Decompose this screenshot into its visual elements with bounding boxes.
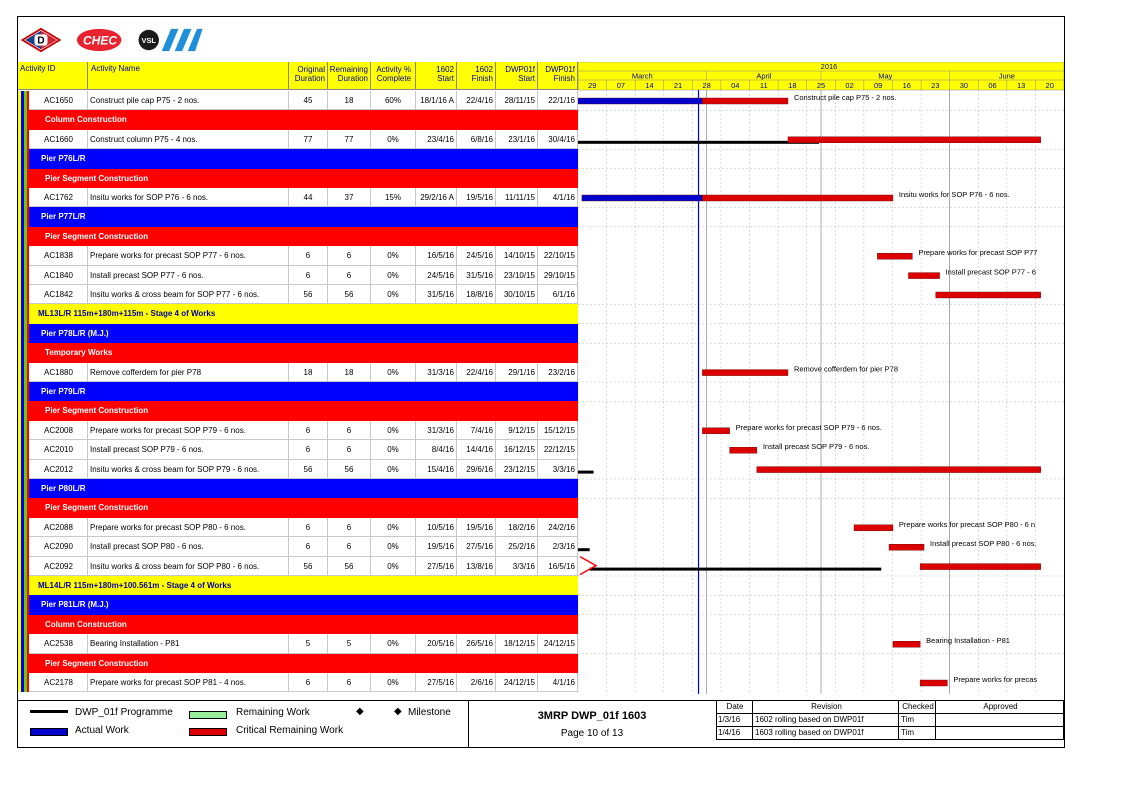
timescale-week: 16 — [902, 81, 911, 90]
original-duration-cell: 6 — [289, 440, 328, 459]
finish-1602-cell: 24/5/16 — [457, 246, 496, 265]
relationship-arrow-icon — [580, 557, 596, 575]
dwp-finish-cell: 16/5/16 — [538, 557, 578, 576]
timescale-month: March — [631, 71, 653, 81]
dwp-finish-cell: 4/1/16 — [538, 188, 578, 207]
col-dwp-start: DWP01f Start — [496, 62, 538, 90]
remaining-duration-cell: 56 — [328, 557, 371, 576]
gantt-critical-bar — [908, 273, 939, 279]
original-duration-cell: 45 — [289, 91, 328, 110]
rev-row2-revision: 1603 rolling based on DWP01f — [753, 727, 899, 740]
table-row — [18, 673, 578, 692]
dwp-finish-cell: 15/12/15 — [538, 421, 578, 440]
wbs-group-row: Pier P79L/R — [18, 382, 578, 401]
timescale-week: 02 — [845, 81, 854, 90]
finish-1602-cell: 31/5/16 — [457, 266, 496, 285]
original-duration-cell: 5 — [289, 634, 328, 653]
activity-id-cell: AC2008 — [30, 421, 88, 440]
wbs-group-row: Pier P80L/R — [18, 479, 578, 498]
finish-1602-cell: 18/8/16 — [457, 285, 496, 304]
gantt-critical-bar — [702, 195, 893, 201]
timescale-week: 04 — [731, 81, 740, 90]
gantt-critical-bar — [893, 641, 920, 647]
table-row — [18, 188, 578, 207]
start-1602-cell: 27/5/16 — [416, 557, 457, 576]
timescale-week: 23 — [931, 81, 940, 90]
wbs-group-row: Pier P78L/R (M.J.) — [18, 324, 578, 343]
remaining-duration-cell: 6 — [328, 518, 371, 537]
percent-complete-cell: 0% — [371, 634, 416, 653]
timescale-week: 18 — [788, 81, 797, 90]
col-activity-id: Activity ID — [18, 62, 88, 90]
timescale-week: 20 — [1045, 81, 1054, 90]
activity-id-cell: AC1762 — [30, 188, 88, 207]
gantt-baseline-bar — [590, 568, 882, 571]
activity-name-cell: Prepare works for precast SOP P80 - 6 nos. — [88, 518, 289, 537]
percent-complete-cell: 0% — [371, 537, 416, 556]
percent-complete-cell: 0% — [371, 285, 416, 304]
rev-header-approved: Approved — [936, 701, 1064, 714]
dwp-start-cell: 16/12/15 — [496, 440, 538, 459]
original-duration-cell: 77 — [289, 130, 328, 149]
gantt-critical-bar — [702, 98, 788, 104]
gantt-bar-label: Prepare works for precast SOP P80 - 6 n — [898, 519, 1036, 529]
remaining-duration-cell: 18 — [328, 91, 371, 110]
activity-name-cell: Install precast SOP P80 - 6 nos. — [88, 537, 289, 556]
dwp-finish-cell: 2/3/16 — [538, 537, 578, 556]
table-row — [18, 537, 578, 556]
finish-1602-cell: 13/8/16 — [457, 557, 496, 576]
original-duration-cell: 6 — [289, 421, 328, 440]
dwp-start-cell: 29/1/16 — [496, 363, 538, 382]
timescale-week: 29 — [588, 81, 597, 90]
percent-complete-cell: 60% — [371, 91, 416, 110]
remaining-duration-cell: 56 — [328, 285, 371, 304]
col-1602-finish: 1602 Finish — [457, 62, 496, 90]
remaining-duration-cell: 18 — [328, 363, 371, 382]
wbs-level-bars — [18, 91, 30, 692]
gantt-baseline-bar — [578, 141, 819, 144]
dwp-start-cell: 14/10/15 — [496, 246, 538, 265]
gantt-bar-label: Construct pile cap P75 - 2 nos. — [793, 93, 897, 102]
activity-name-cell: Construct column P75 - 4 nos. — [88, 130, 289, 149]
dwp-start-cell: 28/11/15 — [496, 91, 538, 110]
dwp-finish-cell: 22/12/15 — [538, 440, 578, 459]
legend-actual-symbol — [30, 728, 68, 736]
rev-row1-date: 1/3/16 — [716, 714, 753, 727]
start-1602-cell: 10/5/16 — [416, 518, 457, 537]
legend-dwp-symbol — [30, 710, 68, 713]
rev-header-date: Date — [716, 701, 753, 714]
start-1602-cell: 27/5/16 — [416, 673, 457, 692]
revision-table — [716, 700, 1064, 747]
rev-row2-approved — [936, 727, 1064, 740]
gantt-critical-bar — [936, 292, 1041, 298]
remaining-duration-cell: 6 — [328, 421, 371, 440]
col-dwp-finish: DWP01f Finish — [538, 62, 578, 90]
schedule-title: 3MRP DWP_01f 1603 — [537, 710, 647, 722]
finish-1602-cell: 29/6/16 — [457, 460, 496, 479]
percent-complete-cell: 0% — [371, 421, 416, 440]
dwp-start-cell: 25/2/16 — [496, 537, 538, 556]
original-duration-cell: 44 — [289, 188, 328, 207]
wbs-group-row: Pier P76L/R — [18, 149, 578, 168]
gantt-critical-bar — [757, 467, 1041, 473]
gantt-baseline-bar — [578, 548, 590, 551]
timescale-week: 14 — [645, 81, 654, 90]
percent-complete-cell: 0% — [371, 130, 416, 149]
activity-name-cell: Construct pile cap P75 - 2 nos. — [88, 91, 289, 110]
table-row — [18, 421, 578, 440]
start-1602-cell: 19/5/16 — [416, 537, 457, 556]
col-activity-name: Activity Name — [88, 62, 289, 90]
wbs-group-row: Pier Segment Construction — [18, 227, 578, 246]
wbs-group-row: Column Construction — [18, 110, 578, 129]
dwp-finish-cell: 3/3/16 — [538, 460, 578, 479]
chec-logo — [73, 27, 129, 53]
remaining-duration-cell: 6 — [328, 266, 371, 285]
rev-header-checked: Checked — [899, 701, 936, 714]
original-duration-cell: 18 — [289, 363, 328, 382]
wbs-group-row: Temporary Works — [18, 343, 578, 362]
activity-id-cell: AC2178 — [30, 673, 88, 692]
gantt-critical-bar — [788, 137, 1041, 143]
remaining-duration-cell: 6 — [328, 246, 371, 265]
dwp-start-cell: 23/12/15 — [496, 460, 538, 479]
gantt-critical-bar — [730, 447, 757, 453]
original-duration-cell: 56 — [289, 557, 328, 576]
svg-text:D: D — [37, 35, 45, 47]
col-pct-complete: Activity % Complete — [371, 62, 416, 90]
activity-name-cell: Install precast SOP P77 - 6 nos. — [88, 266, 289, 285]
percent-complete-cell: 0% — [371, 440, 416, 459]
original-duration-cell: 6 — [289, 537, 328, 556]
finish-1602-cell: 19/5/16 — [457, 518, 496, 537]
finish-1602-cell: 22/4/16 — [457, 363, 496, 382]
timescale-week: 09 — [874, 81, 883, 90]
activity-name-cell: Install precast SOP P79 - 6 nos. — [88, 440, 289, 459]
timescale-week: 11 — [759, 81, 768, 90]
table-row — [18, 557, 578, 576]
start-1602-cell: 23/4/16 — [416, 130, 457, 149]
activity-id-cell: AC1842 — [30, 285, 88, 304]
timescale-week: 21 — [673, 81, 683, 90]
legend-dwp-label: DWP_01f Programme — [75, 707, 173, 718]
activity-id-cell: AC2010 — [30, 440, 88, 459]
gantt-baseline-bar — [578, 471, 594, 474]
gantt-chart — [578, 62, 1064, 694]
gantt-critical-bar — [854, 525, 893, 531]
legend-milestone-glyph: ◆ — [394, 706, 402, 717]
percent-complete-cell: 0% — [371, 460, 416, 479]
activity-id-cell: AC2538 — [30, 634, 88, 653]
activity-name-cell: Insitu works & cross beam for SOP P77 - 6 nos. — [88, 285, 289, 304]
gantt-actual-bar — [578, 98, 702, 104]
activity-id-cell: AC2012 — [30, 460, 88, 479]
table-row — [18, 91, 578, 110]
gantt-bar-label: Install precast SOP P79 - 6 nos. — [762, 442, 870, 452]
activity-id-cell: AC1650 — [30, 91, 88, 110]
table-row — [18, 266, 578, 285]
original-duration-cell: 6 — [289, 518, 328, 537]
table-row — [18, 440, 578, 459]
dwp-start-cell: 18/12/15 — [496, 634, 538, 653]
activity-name-cell: Prepare works for precast SOP P81 - 4 nos. — [88, 673, 289, 692]
original-duration-cell: 6 — [289, 246, 328, 265]
table-row — [18, 518, 578, 537]
rev-row2-checked: Tim — [899, 727, 936, 740]
percent-complete-cell: 15% — [371, 188, 416, 207]
legend-critical-label: Critical Remaining Work — [236, 725, 344, 736]
timescale-week: 28 — [702, 81, 711, 90]
start-1602-cell: 20/5/16 — [416, 634, 457, 653]
percent-complete-cell: 0% — [371, 363, 416, 382]
gantt-critical-bar — [889, 544, 924, 550]
dwp-start-cell: 23/1/16 — [496, 130, 538, 149]
gantt-critical-bar — [702, 370, 788, 376]
dwp-start-cell: 9/12/15 — [496, 421, 538, 440]
original-duration-cell: 56 — [289, 460, 328, 479]
svg-text:CHEC: CHEC — [82, 33, 118, 48]
gantt-bar-label: Bearing Installation - P81 — [926, 636, 1010, 646]
gantt-actual-bar — [582, 195, 703, 201]
dwp-finish-cell: 24/2/16 — [538, 518, 578, 537]
start-1602-cell: 29/2/16 A — [416, 188, 457, 207]
legend-milestone-symbol: ◆ — [356, 706, 364, 717]
col-rem-dur: Remaining Duration — [328, 62, 371, 90]
activity-id-cell: AC2088 — [30, 518, 88, 537]
dwp-start-cell: 23/10/15 — [496, 266, 538, 285]
legend-remaining-symbol — [189, 711, 227, 719]
percent-complete-cell: 0% — [371, 246, 416, 265]
finish-1602-cell: 6/8/16 — [457, 130, 496, 149]
table-row — [18, 130, 578, 149]
timescale-week: 13 — [1016, 81, 1026, 90]
col-1602-start: 1602 Start — [416, 62, 457, 90]
vsl-logo — [135, 27, 207, 53]
gantt-bar-label: Install precast SOP P77 - 6 — [945, 267, 1036, 277]
start-1602-cell: 31/3/16 — [416, 421, 457, 440]
gantt-bar-label: Install precast SOP P80 - 6 nos. — [930, 539, 1037, 549]
gantt-critical-bar — [920, 564, 1041, 570]
wbs-group-row: Column Construction — [18, 615, 578, 634]
dwp-start-cell: 3/3/16 — [496, 557, 538, 576]
finish-1602-cell: 26/5/16 — [457, 634, 496, 653]
activity-name-cell: Insitu works & cross beam for SOP P79 - 6 nos. — [88, 460, 289, 479]
wbs-group-row: ML14L/R 115m+180m+100.561m - Stage 4 of Works — [18, 576, 578, 595]
gantt-bar-label: Insitu works for SOP P76 - 6 nos. — [898, 190, 1010, 199]
original-duration-cell: 56 — [289, 285, 328, 304]
wbs-group-row: Pier Segment Construction — [18, 169, 578, 188]
dwp-start-cell: 11/11/15 — [496, 188, 538, 207]
gantt-bar-label: Prepare works for precast SOP P77 — [918, 248, 1038, 258]
wbs-group-row: ML13L/R 115m+180m+115m - Stage 4 of Works — [18, 304, 578, 323]
rev-row1-approved — [936, 714, 1064, 727]
timescale-month: May — [878, 71, 893, 81]
start-1602-cell: 15/4/16 — [416, 460, 457, 479]
remaining-duration-cell: 6 — [328, 440, 371, 459]
percent-complete-cell: 0% — [371, 673, 416, 692]
percent-complete-cell: 0% — [371, 266, 416, 285]
table-row — [18, 363, 578, 382]
finish-1602-cell: 22/4/16 — [457, 91, 496, 110]
activity-name-cell: Prepare works for precast SOP P79 - 6 nos. — [88, 421, 289, 440]
activity-id-cell: AC1840 — [30, 266, 88, 285]
gantt-critical-bar — [702, 428, 729, 434]
dwp-start-cell: 30/10/15 — [496, 285, 538, 304]
activity-name-cell: Remove cofferdem for pier P78 — [88, 363, 289, 382]
gantt-bar-label: Remove cofferdem for pier P78 — [793, 364, 899, 374]
start-1602-cell: 24/5/16 — [416, 266, 457, 285]
remaining-duration-cell: 56 — [328, 460, 371, 479]
timescale-week: 25 — [816, 81, 826, 90]
timescale-week: 30 — [959, 81, 969, 90]
activity-id-cell: AC2090 — [30, 537, 88, 556]
finish-1602-cell: 7/4/16 — [457, 421, 496, 440]
finish-1602-cell: 19/5/16 — [457, 188, 496, 207]
legend-critical-symbol — [189, 728, 227, 736]
activity-id-cell: AC1880 — [30, 363, 88, 382]
activity-id-cell: AC2092 — [30, 557, 88, 576]
gantt-bar-label: Prepare works for precast SOP P79 - 6 nos. — [735, 422, 882, 432]
finish-1602-cell: 2/6/16 — [457, 673, 496, 692]
activity-name-cell: Insitu works & cross beam for SOP P80 - 6 nos. — [88, 557, 289, 576]
percent-complete-cell: 0% — [371, 518, 416, 537]
wbs-group-row: Pier Segment Construction — [18, 498, 578, 517]
dwp-finish-cell: 22/10/15 — [538, 246, 578, 265]
dwp-finish-cell: 22/1/16 — [538, 91, 578, 110]
percent-complete-cell: 0% — [371, 557, 416, 576]
timescale-week: 06 — [988, 81, 997, 90]
dwp-start-cell: 24/12/15 — [496, 673, 538, 692]
activity-id-cell: AC1838 — [30, 246, 88, 265]
remaining-duration-cell: 77 — [328, 130, 371, 149]
start-1602-cell: 18/1/16 A — [416, 91, 457, 110]
timescale-month: April — [756, 71, 772, 81]
wbs-group-row: Pier Segment Construction — [18, 401, 578, 420]
legend-milestone-label: Milestone — [408, 707, 451, 718]
table-row — [18, 285, 578, 304]
dragages-logo — [19, 27, 63, 53]
wbs-group-row: Pier P81L/R (M.J.) — [18, 595, 578, 614]
remaining-duration-cell: 5 — [328, 634, 371, 653]
activity-name-cell: Insitu works for SOP P76 - 6 nos. — [88, 188, 289, 207]
timescale-month: June — [998, 71, 1015, 81]
timescale-year: 2016 — [820, 62, 838, 71]
dwp-finish-cell: 30/4/16 — [538, 130, 578, 149]
wbs-group-row: Pier P77L/R — [18, 207, 578, 226]
dwp-finish-cell: 23/2/16 — [538, 363, 578, 382]
timescale-week: 07 — [616, 81, 626, 90]
dwp-finish-cell: 6/1/16 — [538, 285, 578, 304]
wbs-group-row: Pier Segment Construction — [18, 654, 578, 673]
dwp-start-cell: 18/2/16 — [496, 518, 538, 537]
remaining-duration-cell: 6 — [328, 673, 371, 692]
activity-name-cell: Bearing Installation - P81 — [88, 634, 289, 653]
finish-1602-cell: 14/4/16 — [457, 440, 496, 459]
page-number: Page 10 of 13 — [560, 728, 624, 739]
table-row — [18, 460, 578, 479]
rev-row1-checked: Tim — [899, 714, 936, 727]
gantt-critical-bar — [920, 680, 947, 686]
start-1602-cell: 16/5/16 — [416, 246, 457, 265]
rev-row2-date: 1/4/16 — [716, 727, 753, 740]
gantt-bar-label: Prepare works for precas — [953, 675, 1038, 684]
remaining-duration-cell: 37 — [328, 188, 371, 207]
start-1602-cell: 31/5/16 — [416, 285, 457, 304]
dwp-finish-cell: 24/12/15 — [538, 634, 578, 653]
legend-actual-label: Actual Work — [75, 725, 129, 736]
rev-row1-revision: 1602 rolling based on DWP01f — [753, 714, 899, 727]
start-1602-cell: 31/3/16 — [416, 363, 457, 382]
legend-remaining-label: Remaining Work — [236, 707, 310, 718]
table-row — [18, 246, 578, 265]
table-row — [18, 634, 578, 653]
gantt-critical-bar — [877, 253, 912, 259]
original-duration-cell: 6 — [289, 673, 328, 692]
col-orig-dur: Original Duration — [289, 62, 328, 90]
activity-name-cell: Prepare works for precast SOP P77 - 6 nos. — [88, 246, 289, 265]
finish-1602-cell: 27/5/16 — [457, 537, 496, 556]
start-1602-cell: 8/4/16 — [416, 440, 457, 459]
remaining-duration-cell: 6 — [328, 537, 371, 556]
dwp-finish-cell: 4/1/16 — [538, 673, 578, 692]
dwp-finish-cell: 29/10/15 — [538, 266, 578, 285]
rev-header-revision: Revision — [753, 701, 899, 714]
svg-text:VSL: VSL — [141, 35, 156, 45]
original-duration-cell: 6 — [289, 266, 328, 285]
activity-id-cell: AC1660 — [30, 130, 88, 149]
